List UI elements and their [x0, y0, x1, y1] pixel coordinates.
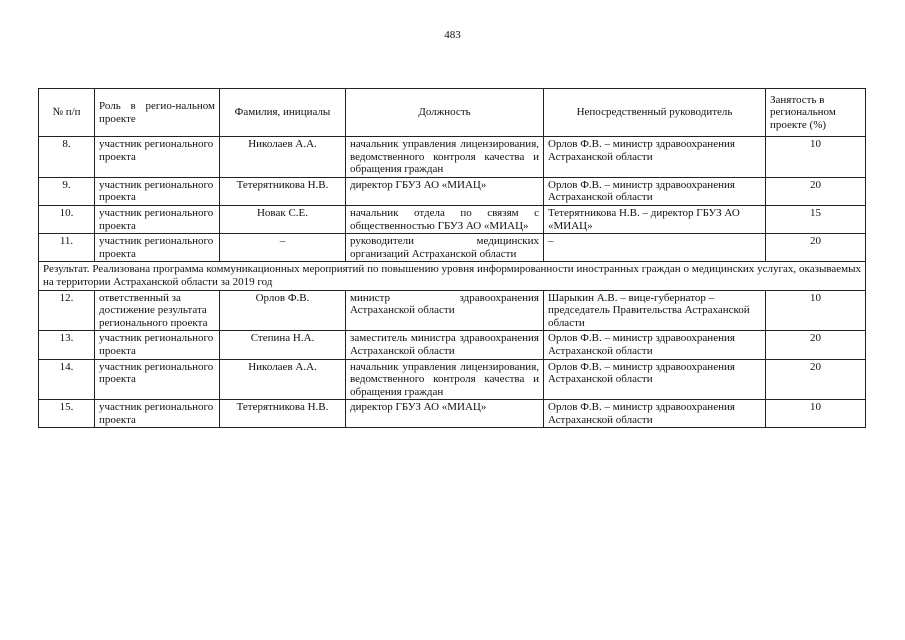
- row-name: Новак С.Е.: [220, 205, 346, 233]
- row-name: Тетерятникова Н.В.: [220, 177, 346, 205]
- row-number: 11.: [39, 234, 95, 262]
- table-row: [39, 290, 866, 331]
- table-row: [39, 177, 866, 205]
- row-role: участник регионального проекта: [95, 205, 220, 233]
- row-role: ответственный за достижение результата регионального проекта: [95, 290, 220, 331]
- row-role: участник регионального проекта: [95, 400, 220, 428]
- row-position: заместитель министра здравоохранения Астраханской области: [346, 331, 544, 359]
- result-text: Результат. Реализована программа коммуникационных мероприятий по повышению уровня информированности иностранных граждан о медицинских услугах, оказываемых на территории Астраханской области за 2019 год: [39, 262, 866, 290]
- row-name: Тетерятникова Н.В.: [220, 400, 346, 428]
- row-occupancy: 20: [766, 234, 866, 262]
- row-number: 12.: [39, 290, 95, 331]
- row-position: директор ГБУЗ АО «МИАЦ»: [346, 400, 544, 428]
- row-supervisor: Тетерятникова Н.В. – директор ГБУЗ АО «МИАЦ»: [544, 205, 766, 233]
- table-header-row: [39, 89, 866, 137]
- header-position: Должность: [346, 89, 544, 137]
- row-number: 8.: [39, 137, 95, 178]
- row-position: руководители медицинских организаций Астраханской области: [346, 234, 544, 262]
- row-role: участник регионального проекта: [95, 331, 220, 359]
- row-name: Степина Н.А.: [220, 331, 346, 359]
- row-supervisor: Орлов Ф.В. – министр здравоохранения Астраханской области: [544, 177, 766, 205]
- table-row: [39, 331, 866, 359]
- row-position: министр здравоохранения Астраханской области: [346, 290, 544, 331]
- table-row: [39, 205, 866, 233]
- header-num: № п/п: [39, 89, 95, 137]
- row-occupancy: 10: [766, 400, 866, 428]
- row-role: участник регионального проекта: [95, 177, 220, 205]
- row-number: 14.: [39, 359, 95, 400]
- row-supervisor: Шарыкин А.В. – вице-губернатор – председатель Правительства Астраханской области: [544, 290, 766, 331]
- header-occupancy: Занятость в региональном проекте (%): [766, 89, 866, 137]
- row-occupancy: 15: [766, 205, 866, 233]
- row-name: Орлов Ф.В.: [220, 290, 346, 331]
- row-supervisor: Орлов Ф.В. – министр здравоохранения Астраханской области: [544, 359, 766, 400]
- table-row: [39, 234, 866, 262]
- row-occupancy: 20: [766, 177, 866, 205]
- table-row: [39, 400, 866, 428]
- row-occupancy: 10: [766, 290, 866, 331]
- row-occupancy: 20: [766, 359, 866, 400]
- page-number: 483: [444, 29, 461, 41]
- project-team-table: [38, 88, 866, 428]
- header-name: Фамилия, инициалы: [220, 89, 346, 137]
- row-position: начальник управления лицензирования, ведомственного контроля качества и обращения граждан: [346, 359, 544, 400]
- row-name: Николаев А.А.: [220, 359, 346, 400]
- table-row: [39, 359, 866, 400]
- row-supervisor: Орлов Ф.В. – министр здравоохранения Астраханской области: [544, 137, 766, 178]
- row-name: Николаев А.А.: [220, 137, 346, 178]
- row-number: 10.: [39, 205, 95, 233]
- row-occupancy: 10: [766, 137, 866, 178]
- row-number: 9.: [39, 177, 95, 205]
- row-number: 13.: [39, 331, 95, 359]
- row-role: участник регионального проекта: [95, 137, 220, 178]
- row-supervisor: Орлов Ф.В. – министр здравоохранения Астраханской области: [544, 331, 766, 359]
- row-supervisor: Орлов Ф.В. – министр здравоохранения Астраханской области: [544, 400, 766, 428]
- row-number: 15.: [39, 400, 95, 428]
- table-row: [39, 137, 866, 178]
- row-position: начальник отдела по связям с общественностью ГБУЗ АО «МИАЦ»: [346, 205, 544, 233]
- row-occupancy: 20: [766, 331, 866, 359]
- result-row: [39, 262, 866, 290]
- header-supervisor: Непосредственный руководитель: [544, 89, 766, 137]
- row-supervisor: –: [544, 234, 766, 262]
- row-position: начальник управления лицензирования, ведомственного контроля качества и обращения граждан: [346, 137, 544, 178]
- row-name: –: [220, 234, 346, 262]
- row-role: участник регионального проекта: [95, 234, 220, 262]
- row-role: участник регионального проекта: [95, 359, 220, 400]
- row-position: директор ГБУЗ АО «МИАЦ»: [346, 177, 544, 205]
- header-role: Роль в регио-нальном проекте: [95, 89, 220, 137]
